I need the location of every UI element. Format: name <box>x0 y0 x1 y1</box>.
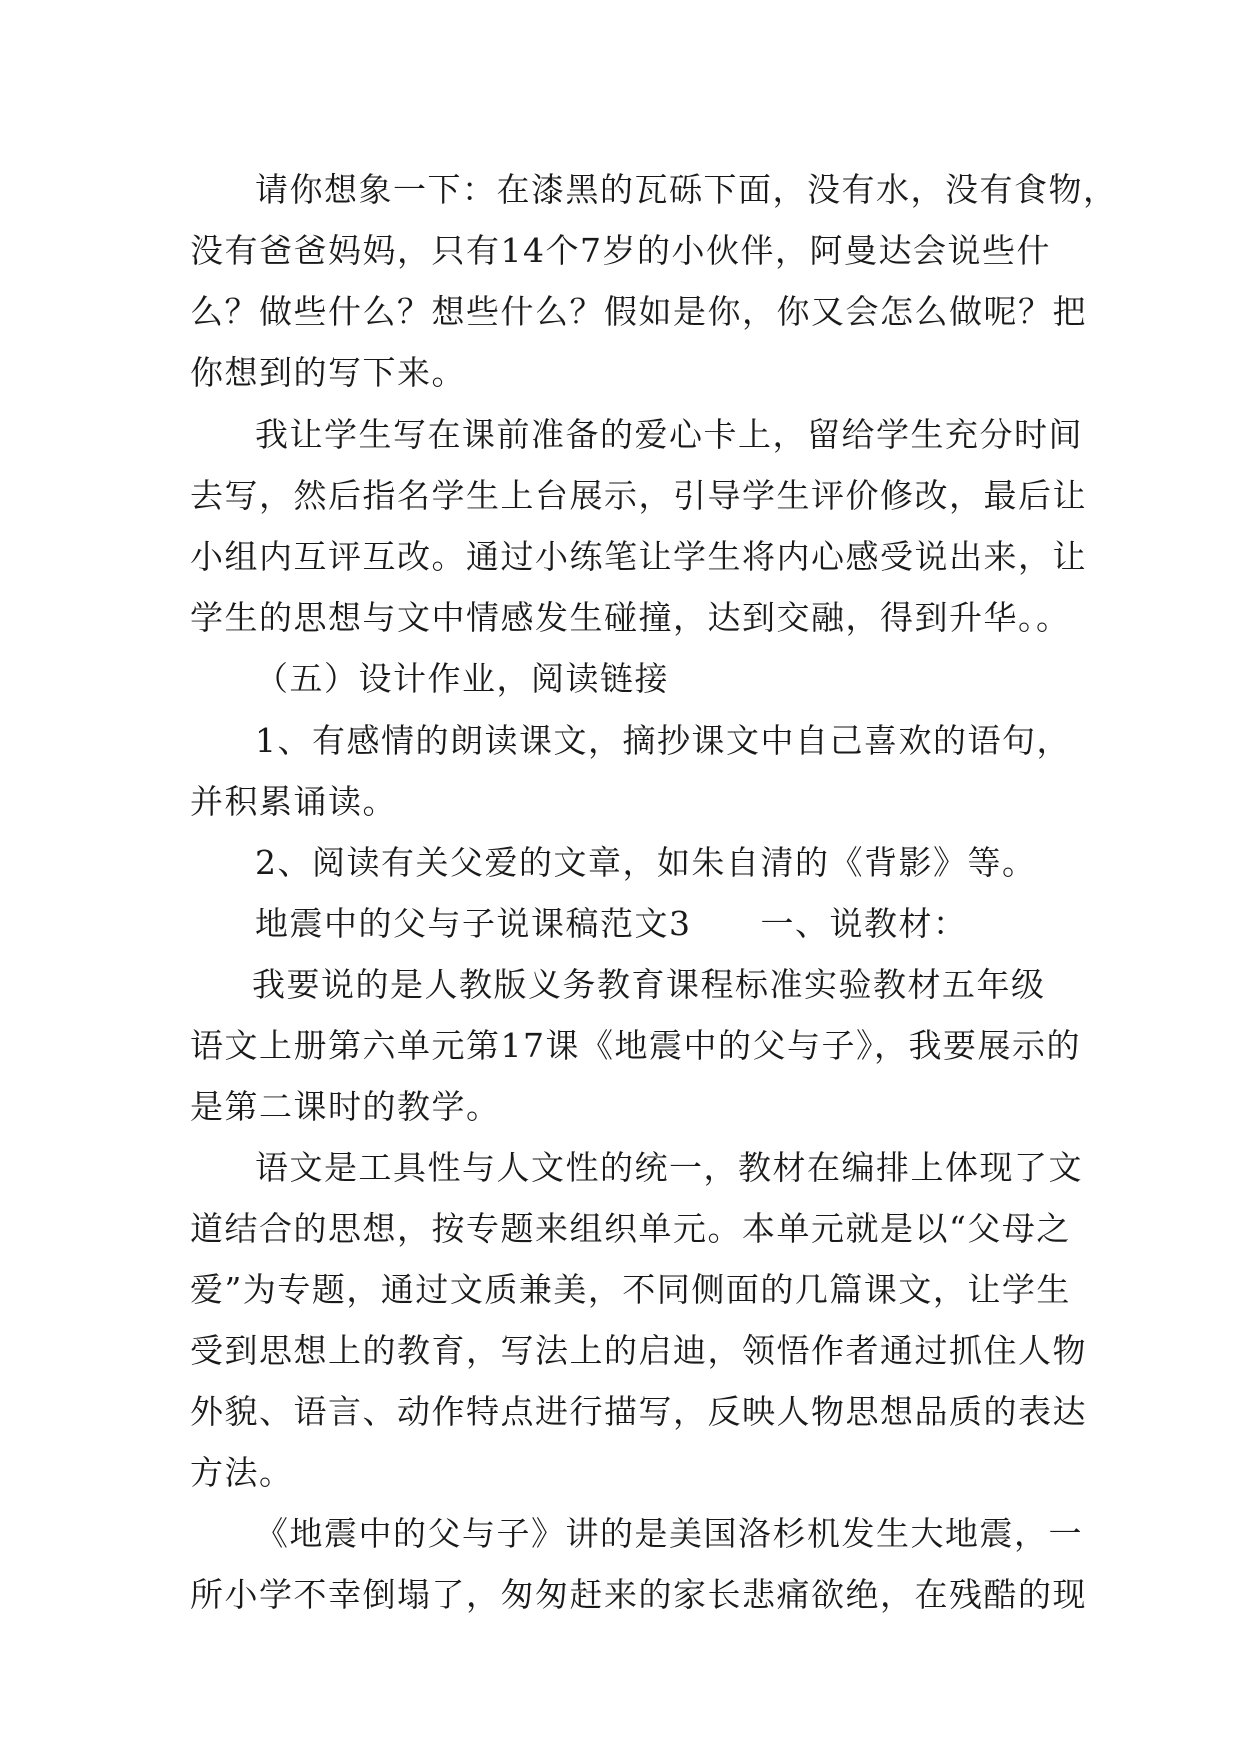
paragraph-line: 1、有感情的朗读课文，摘抄课文中自己喜欢的语句， <box>255 721 1071 760</box>
paragraph-line: 语文上册第六单元第17课《地震中的父与子》，我要展示的 <box>190 1026 1081 1065</box>
paragraph-line: 方法。 <box>190 1453 294 1492</box>
paragraph-line: 去写，然后指名学生上台展示，引导学生评价修改，最后让 <box>190 476 1087 515</box>
paragraph-line: 2、阅读有关父爱的文章，如朱自清的《背影》等。 <box>255 843 1037 882</box>
paragraph-line: 受到思想上的教育，写法上的启迪，领悟作者通过抓住人物 <box>190 1331 1087 1370</box>
paragraph-line: 请你想象一下：在漆黑的瓦砾下面，没有水，没有食物， <box>255 170 1118 209</box>
paragraph-line: 并积累诵读。 <box>190 782 397 821</box>
paragraph-line: 《地震中的父与子》讲的是美国洛杉机发生大地震，一 <box>255 1514 1083 1553</box>
paragraph-line: 没有爸爸妈妈，只有14个7岁的小伙伴，阿曼达会说些什 <box>190 231 1051 270</box>
paragraph-line: 是第二课时的教学。 <box>190 1087 501 1126</box>
paragraph-line: 么？做些什么？想些什么？假如是你，你又会怎么做呢？把 <box>190 292 1087 331</box>
paragraph-line: 爱”为专题，通过文质兼美，不同侧面的几篇课文，让学生 <box>190 1270 1071 1309</box>
paragraph-line: 外貌、语言、动作特点进行描写，反映人物思想品质的表达 <box>190 1392 1087 1431</box>
paragraph-line: 学生的思想与文中情感发生碰撞，达到交融，得到升华。。 <box>190 598 1071 637</box>
section-heading: 地震中的父与子说课稿范文3 一、说教材： <box>255 904 968 943</box>
paragraph-line: 所小学不幸倒塌了，匆匆赶来的家长悲痛欲绝，在残酷的现 <box>190 1575 1087 1614</box>
paragraph-line: 道结合的思想，按专题来组织单元。本单元就是以“父母之 <box>190 1209 1071 1248</box>
paragraph-line: 你想到的写下来。 <box>190 353 466 392</box>
paragraph-line: 我让学生写在课前准备的爱心卡上，留给学生充分时间 <box>255 415 1083 454</box>
paragraph-line: 语文是工具性与人文性的统一，教材在编排上体现了文 <box>255 1148 1083 1187</box>
paragraph-line: 我要说的是人教版义务教育课程标准实验教材五年级 <box>252 965 1046 1004</box>
section-heading: （五）设计作业，阅读链接 <box>255 659 669 698</box>
paragraph-line: 小组内互评互改。通过小练笔让学生将内心感受说出来，让 <box>190 537 1087 576</box>
